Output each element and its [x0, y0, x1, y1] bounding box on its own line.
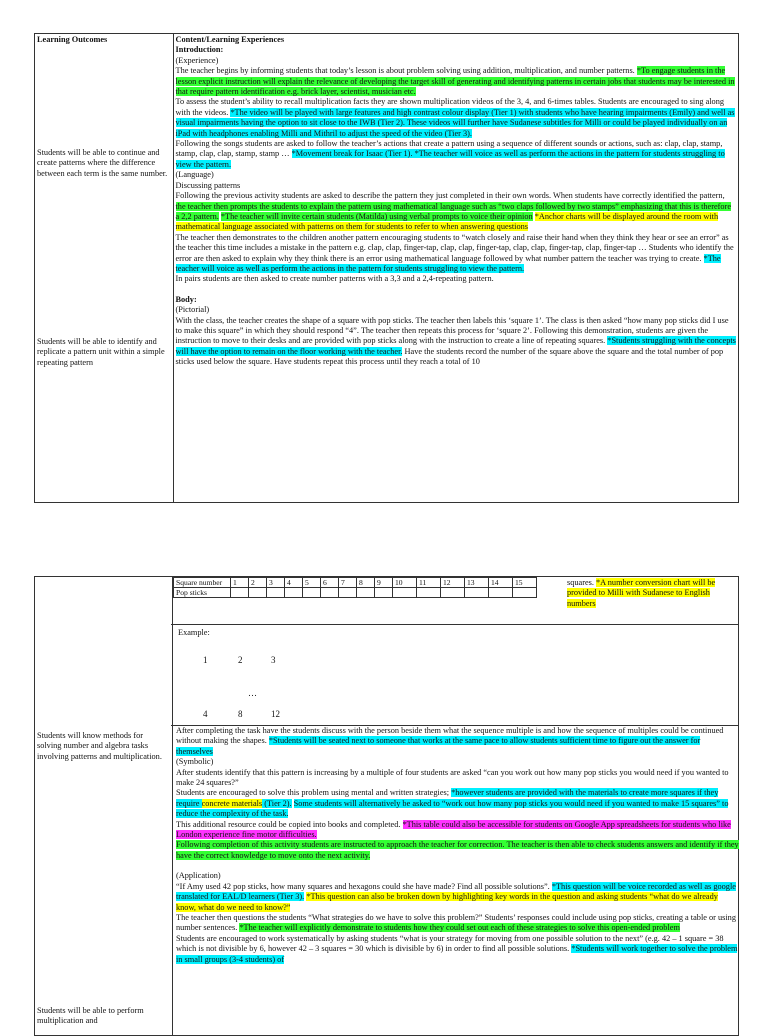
pop-sticks-cell[interactable]: [249, 588, 267, 598]
learning-outcome-3: Students will know methods for solving number and algebra tasks involving patterns and multiplication.: [37, 731, 162, 761]
highlighted-text: the teacher then prompts the students to explain the pattern using mathematical language such as “two claps followed by two stamps” emphasizing that this is therefore a 2,2 pattern.: [175, 201, 732, 221]
pop-sticks-cell[interactable]: [339, 588, 357, 598]
text-run: This additional resource could be copied into books and completed.: [176, 819, 403, 829]
highlighted-text: *The video will be played with large features and high contrast colour display (Tier 1) with students who have hearing impairments (Emily) and well as visual impairments having the option to sit close to the IWB (Tier 2). These videos will further have Sudanese subtitles for Milli or could be played individually on an iPad with headphones enabling Milli and Mithril to adjust the speed of the video (Tier 3).: [175, 107, 735, 138]
square-number-cell: 1: [231, 578, 249, 588]
highlighted-text: *Movement break for Isaac (Tier 1). *The teacher will voice as well as perform the actions in the pattern for students struggling to view the pattern.: [175, 149, 725, 169]
paragraph: [176, 726, 739, 757]
introduction-text: [176, 56, 737, 285]
paragraph: [176, 934, 739, 965]
pop-sticks-cell[interactable]: [357, 588, 375, 598]
paragraph: [176, 191, 737, 233]
square-number-cell: 4: [285, 578, 303, 588]
body-title: Body:: [175, 294, 197, 304]
paragraph: [176, 861, 739, 871]
example-square-2: 2: [238, 655, 243, 665]
square-number-cell: 7: [339, 578, 357, 588]
learning-outcome-1: Students will be able to continue and create patterns where the difference between each term is the same number.: [37, 148, 168, 178]
example-label: Example:: [178, 628, 210, 637]
text-run: The teacher begins by informing students that today’s lesson is about problem solving using addition, multiplication, and number patterns.: [175, 66, 637, 76]
text-run: (Pictorial): [175, 305, 210, 315]
paragraph: [176, 882, 739, 913]
paragraph: [176, 768, 739, 789]
paragraph: [176, 316, 737, 368]
highlighted-text: *The teacher will explicitly demonstrate to students how they could set out each of these strategies to solve this open-ended problem: [239, 923, 680, 933]
highlighted-text: *This question can also be broken down by highlighting key words in the question and asking students “what do we already know, what do we need to know?”: [176, 892, 718, 912]
pop-sticks-label: Pop sticks: [174, 588, 231, 598]
highlighted-text: *Students will be seated next to someone that works at the same pace to allow students sufficient time to figure out the answer for themselves: [176, 736, 701, 756]
pop-sticks-cell[interactable]: [489, 588, 513, 598]
text-run: The teacher then questions the students “What strategies do we have to solve this problem?” Students’ responses could include using pop sticks, creating a table or using number sentences.: [176, 912, 736, 933]
text-run: The teacher then demonstrates to the children another pattern encouraging students to “watch closely and raise their hand when they think they hear or see an error” as the teacher this time includes a mistake in the pattern e.g. clap, clap, finger-tap, clap, clap, finger-tap, clap, clap, finger-tap, clap, finger-tap … Students who identify the error are then asked to explain why they think there is an error using mathematical language followed by what number pattern the teacher was trying to create.: [175, 232, 734, 263]
paragraph: [176, 871, 739, 881]
square-number-cell: 13: [465, 578, 489, 588]
square-number-table-wrap: [173, 577, 537, 598]
highlighted-text: *To engage students in the lesson explicit instruction will explain the relevance of developing the target skill of generating and identifying patterns in certain jobs that students may be interested in that require pattern identification e.g. brick layer, scientist, musician etc.: [175, 66, 735, 97]
learning-outcomes-cell-2: [35, 577, 173, 1036]
pop-sticks-cell[interactable]: [441, 588, 465, 598]
highlighted-text: *This table could also be accessible for students on Google App spreadsheets for students who like London experience fine motor difficulties.: [176, 819, 731, 840]
squares-note: [567, 578, 739, 609]
paragraph: [176, 757, 739, 767]
example-sticks-3: 12: [271, 709, 280, 719]
square-number-cell: 2: [249, 578, 267, 588]
example-sticks-1: 4: [203, 709, 208, 719]
paragraph: [176, 913, 739, 934]
text-run: Following the previous activity students are asked to describe the pattern they just completed in their own words. When students have correctly identified the pattern,: [175, 191, 725, 201]
text-run: Discussing patterns: [175, 180, 241, 190]
body-text: [176, 305, 737, 367]
paragraph: [176, 274, 737, 284]
highlighted-text: *The teacher will invite certain students (Matilda) using verbal prompts to voice their opinion: [220, 211, 533, 221]
highlighted-text: Some students will alternatively be asked to “work out how many pop sticks you would need if you wanted to make 15 squares” to reduce the complexity of the task.: [176, 798, 729, 819]
pop-sticks-cell[interactable]: [285, 588, 303, 598]
square-number-cell: 12: [441, 578, 465, 588]
highlighted-text: *Anchor charts will be displayed around the room with mathematical language associated with patterns on them for students to refer to when answering questions: [175, 211, 719, 232]
square-number-cell: 15: [513, 578, 537, 588]
pop-sticks-cell[interactable]: [393, 588, 417, 598]
introduction-title: Introduction:: [175, 45, 224, 55]
pop-sticks-cell[interactable]: [465, 588, 489, 598]
paragraph: [176, 788, 739, 819]
square-number-cell: 14: [489, 578, 513, 588]
table2-body-text: [176, 726, 739, 965]
learning-outcome-4: Students will be able to perform multiplication and: [37, 1006, 144, 1026]
square-number-cell: 11: [417, 578, 441, 588]
paragraph: [176, 66, 737, 97]
highlighted-text: *The teacher will voice as well as perform the actions in the pattern for students struggling to view the pattern.: [175, 253, 721, 273]
pop-sticks-cell[interactable]: [513, 588, 537, 598]
pop-sticks-cell[interactable]: [231, 588, 249, 598]
text-run: In pairs students are then asked to create number patterns with a 3,3 and a 2,4-repeating pattern.: [175, 274, 494, 284]
pop-sticks-cell[interactable]: [375, 588, 393, 598]
lesson-table-1: [34, 33, 739, 503]
pop-sticks-cell[interactable]: [267, 588, 285, 598]
highlighted-text: (Tier 2).: [262, 798, 292, 808]
learning-outcomes-cell: [35, 34, 174, 503]
square-number-label: Square number: [174, 578, 231, 588]
square-number-table: [173, 577, 537, 598]
text-run: To assess the student’s ability to recall multiplication facts they are shown multiplication videos of the 3, 4, and 6-times tables. Students are encouraged to sing along with the videos.: [175, 97, 725, 117]
text-run: With the class, the teacher creates the shape of a square with pop sticks. The teacher then labels this ‘square 1’. The class is then asked “how many pop sticks did I use to make this square” in which they should respond “4”. The teacher then repeats this process for ‘square 2’. Following this demonstration, students are given the instruction to move to their desks and are provided with pop sticks along with the instruction to create a line of repeating squares.: [175, 315, 729, 346]
highlighted-text: *Students struggling with the concepts will have the option to remain on the floor working with the teacher.: [175, 336, 736, 356]
text-run: (Symbolic): [176, 757, 214, 767]
square-number-cell: 9: [375, 578, 393, 588]
squares-text: squares.: [567, 578, 597, 587]
text-run: “If Amy used 42 pop sticks, how many squares and hexagons could she have made? Find all possible solutions”.: [176, 881, 552, 891]
example-square-3: 3: [271, 655, 276, 665]
square-number-cell: 10: [393, 578, 417, 588]
square-number-cell: 5: [303, 578, 321, 588]
learning-outcomes-header: Learning Outcomes: [37, 35, 108, 44]
highlighted-text: *however students are provided with the materials to create more squares if they require: [176, 788, 719, 808]
text-run: After students identify that this pattern is increasing by a multiple of four students are asked “can you work out how many pop sticks you would need if you wanted to make 24 squares?”: [176, 767, 729, 788]
highlighted-text: *Students will work together to solve the problem in small groups (3-4 students) of: [176, 944, 738, 964]
pop-sticks-cell[interactable]: [303, 588, 321, 598]
content-cell: [173, 34, 739, 503]
text-run: (Experience): [175, 55, 219, 65]
square-number-cell: 3: [267, 578, 285, 588]
text-run: After completing the task have the students discuss with the person beside them what the sequence multiple is and how the sequence of multiples could be continued without making the shapes.: [176, 726, 724, 746]
paragraph: [176, 840, 739, 861]
paragraph: [176, 820, 739, 841]
square-number-cell: 6: [321, 578, 339, 588]
text-run: (Application): [176, 871, 221, 881]
example-ellipsis: …: [248, 688, 257, 698]
paragraph: [176, 181, 737, 191]
content-header: Content/Learning Experiences: [175, 35, 285, 44]
highlighted-text: *This question will be voice recorded as well as google translated for EAL/D learners (Tier 3).: [176, 881, 736, 902]
text-run: Following the songs students are asked to follow the teacher’s actions that create a pattern using a sequence of different sounds or actions, such as: clap, clap, stamp, stamp, clap, clap, stamp, stamp …: [175, 139, 723, 159]
paragraph: [176, 305, 737, 315]
pop-sticks-cell[interactable]: [417, 588, 441, 598]
example-sticks-2: 8: [238, 709, 243, 719]
paragraph: [176, 97, 737, 139]
conversion-chart-note: *A number conversion chart will be provided to Milli with Sudanese to English numbers: [567, 578, 716, 608]
example-box: [171, 624, 739, 726]
text-run: Have the students record the number of the square above the square and the total number of pop sticks used below the square. Have students repeat this process until they reach a total of 10: [175, 346, 724, 367]
example-square-1: 1: [203, 655, 208, 665]
pop-sticks-cell[interactable]: [321, 588, 339, 598]
highlighted-text: Following completion of this activity students are instructed to approach the teacher for correction. The teacher is then able to check students answers and identify if they have the correct knowledge to move onto the next activity.: [176, 840, 739, 860]
text-run: Students are encouraged to work systematically by asking students “what is your strategy for moving from one possible solution to the next” (e.g. 42 – 1 square = 38 which is not divisible by 6, however 42 – 3 squares = 30 which is divisible by 6) in order to find all possible solutions.: [176, 933, 724, 954]
paragraph: [176, 56, 737, 66]
square-number-cell: 8: [357, 578, 375, 588]
highlighted-text: concrete materials: [201, 798, 263, 808]
text-run: (Language): [175, 170, 214, 180]
learning-outcome-2: Students will be able to identify and replicate a pattern unit within a simple repeating pattern: [37, 337, 165, 367]
paragraph: [176, 170, 737, 180]
paragraph: [176, 139, 737, 170]
paragraph: [176, 233, 737, 275]
text-run: Students are encouraged to solve this problem using mental and written strategies;: [176, 788, 452, 798]
